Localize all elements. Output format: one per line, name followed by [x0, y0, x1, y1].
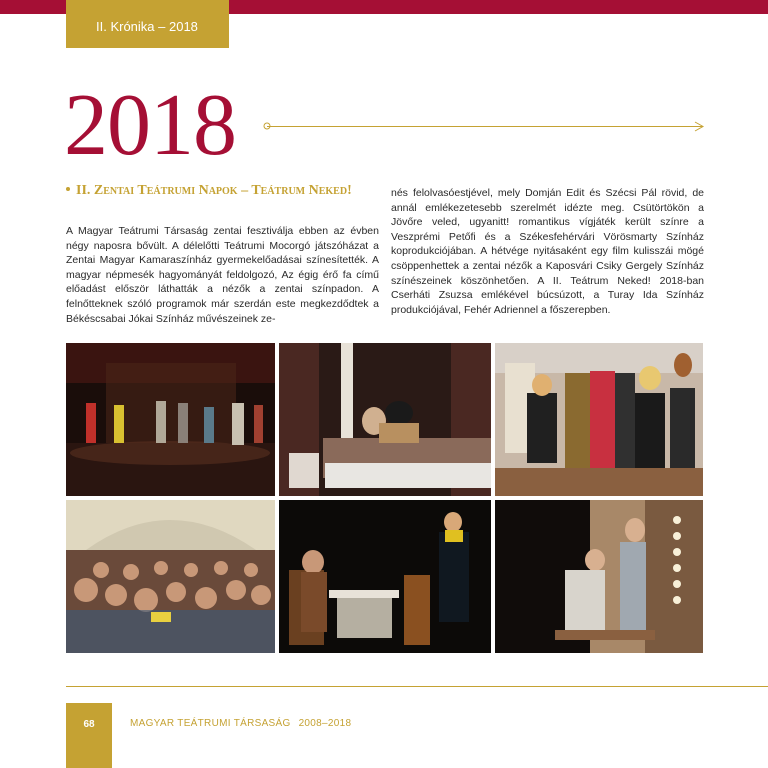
year-heading: 2018 [64, 77, 236, 174]
chapter-label: II. Krónika – 2018 [96, 19, 198, 34]
divider-arrow-icon [693, 121, 705, 132]
photo-audience-children [66, 500, 275, 653]
page-number-box [66, 703, 112, 768]
photo-dressing-room [495, 343, 703, 496]
chapter-tab [66, 0, 229, 48]
section-title: II. Zentai Teátrumi Napok – Teátrum Neked! [76, 183, 352, 198]
photo-makeup-room [495, 500, 703, 653]
photo-stage-dancers [66, 343, 275, 496]
publication-years: 2008–2018 [298, 718, 352, 729]
photo-bed-scene [279, 343, 491, 496]
title-bullet-icon [66, 187, 70, 191]
footer-publication [130, 718, 351, 729]
article-column-1: A Magyar Teátrumi Társaság zentai fesztiválja ebben az évben négy naposra bővült. A délelőtti Teátrumi Mocorgó játszóházat a Zentai Magyar Kamaraszínház gyermekelőadásai színesítették. A magyar népmesék hagyományát feldolgozó, Az égig érő fa című előadást először láthatták a nézők a zentai színpadon. A felnőtteknek szóló programok már szerdán este megkezdődtek a Békéscsabai Jókai Színház művészeinek ze- [66, 225, 379, 325]
footer-divider-line [66, 686, 768, 687]
photo-grid [66, 343, 703, 653]
page-number: 68 [83, 719, 95, 730]
photo-table-scene [279, 500, 491, 653]
article-column-2: nés felolvasóestjével, mely Domján Edit és Szécsi Pál rövid, de annál emlékezetesebb szerelmét idézte meg. Csütörtökön a Jövőre veled, ugyanitt! romantikus vígjáték került színre a Veszprémi Petőfi és a Székesfehérvári Vörösmarty Színház koprodukciójában. A hétvége nyitásaként egy film kulisszái mögé csöppenhettek a zentai nézők a Kaposvári Csiky Gergely Színház színészeinek köszönhetően. A II. Teátrum Neked! 2018-ban Cserháti Zsuzsa emlékével búcsúzott, a Turay Ida Színház produkciójával, Fehér Adriennel a főszerepben. [391, 187, 704, 316]
year-divider-line [267, 126, 703, 127]
divider-dot-icon [263, 122, 271, 130]
publication-name: MAGYAR TEÁTRUMI TÁRSASÁG [130, 718, 291, 729]
